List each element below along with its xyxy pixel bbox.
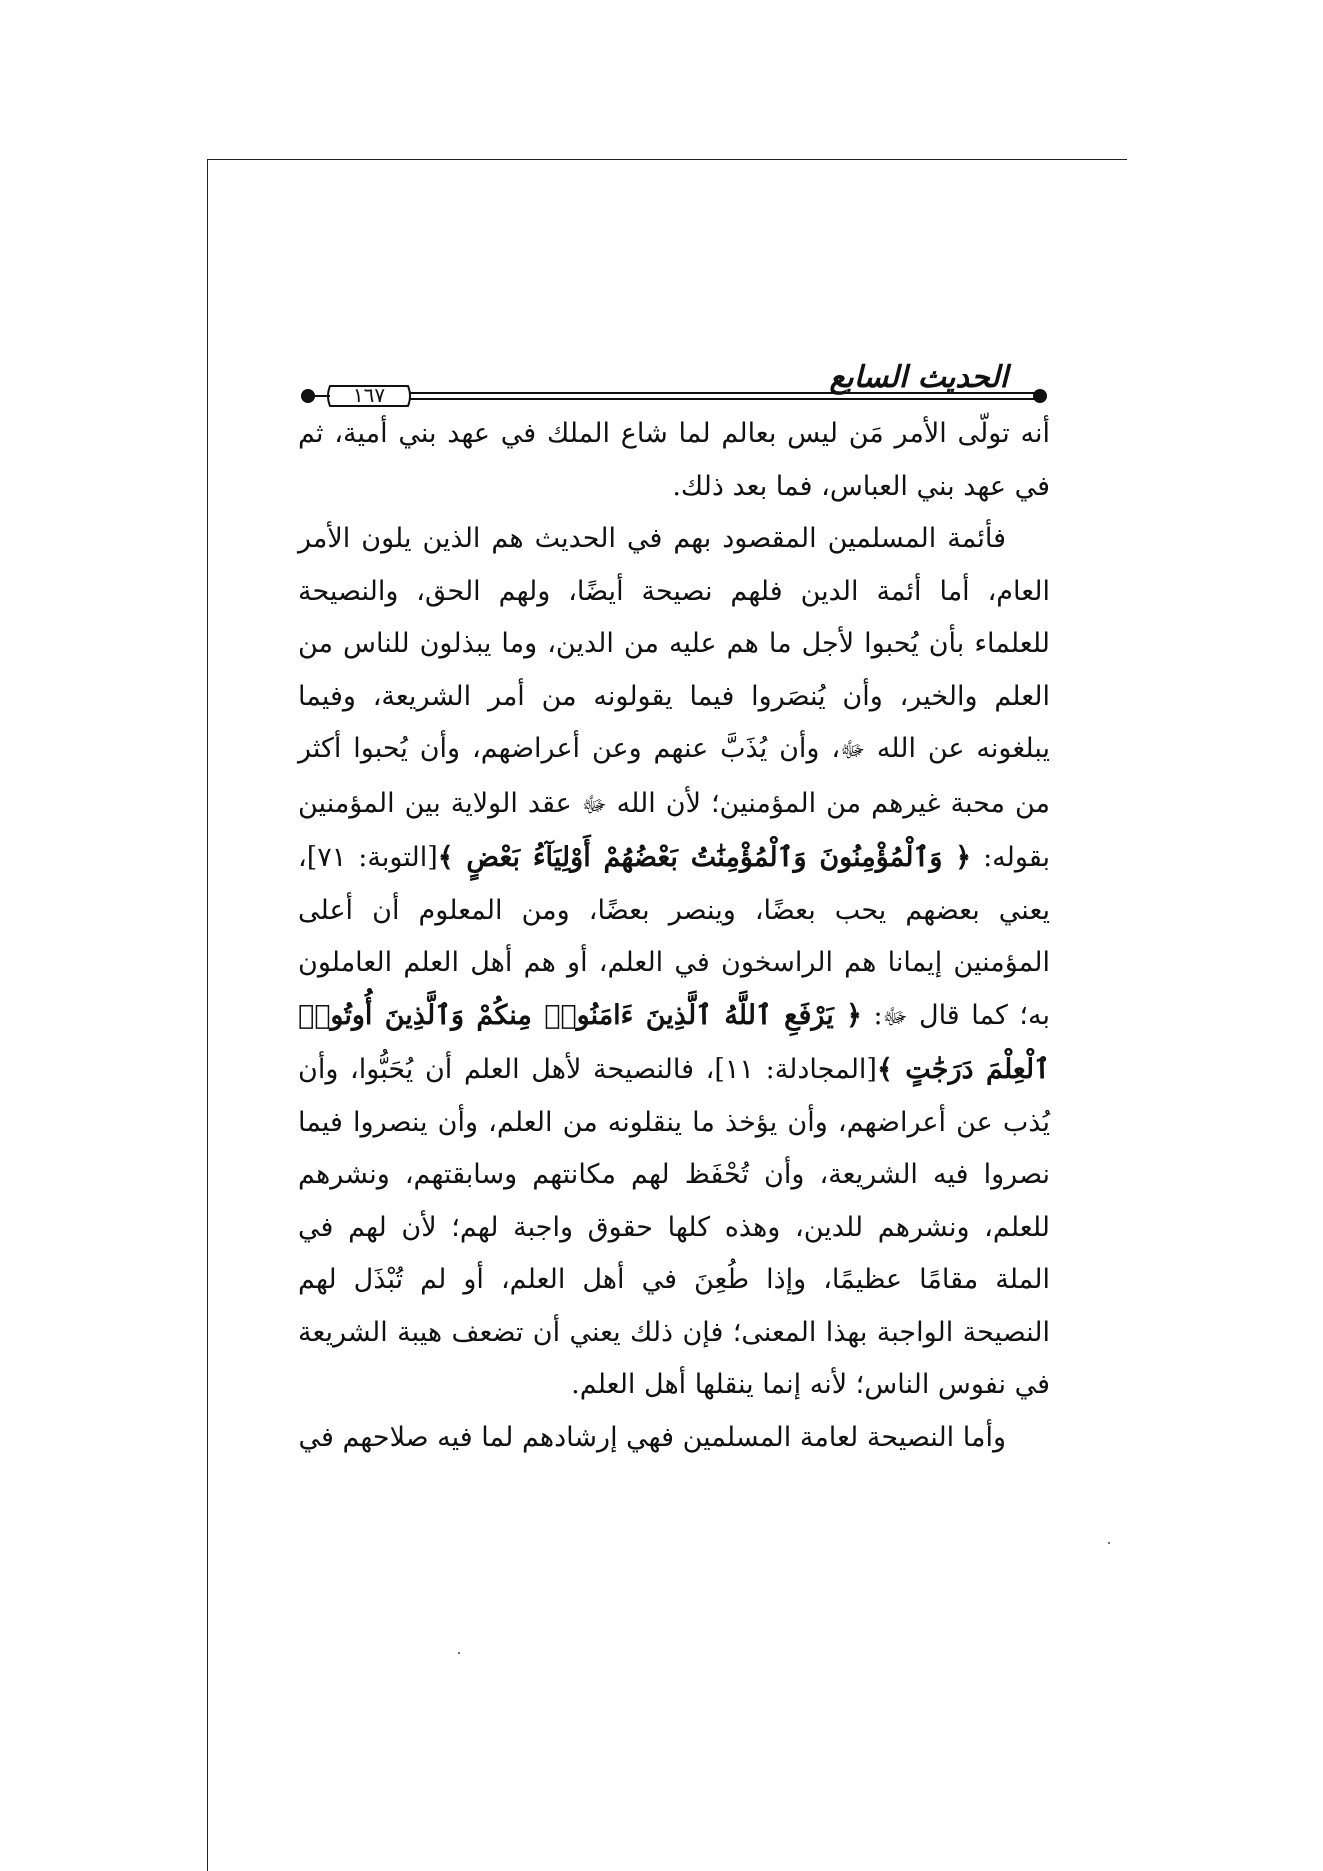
chapter-title: الحديث السابع — [829, 360, 1008, 395]
verse-reference: [المجادلة: ١١] — [714, 1054, 877, 1085]
paragraph-2 — [298, 513, 1050, 1412]
verse-reference: [التوبة: ٧١] — [306, 842, 438, 873]
quran-verse-mujadala: ﴿ يَرْفَعِ ٱللَّهُ ٱلَّذِينَ ءَامَنُوا۟ مِنكُمْ وَٱلَّذِينَ أُوتُوا۟ ٱلْعِلْمَ دَرَجَٰتٍ ﴾ — [298, 999, 1050, 1085]
paragraph-2-text-b: ، وأن يُذَبَّ عنهم وعن أعراضهم، وأن يُحبوا أكثر من محبة غيرهم من المؤمنين؛ لأن الله — [298, 733, 1050, 819]
paragraph-2-text-c: عقد الولاية بين المؤمنين بقوله: — [298, 787, 1050, 873]
paragraph-3 — [298, 1412, 1050, 1465]
scan-speck — [1108, 1542, 1110, 1544]
header-left-dot — [301, 389, 315, 403]
header-ornament — [300, 384, 1048, 408]
paragraph-2-text-a: فأئمة المسلمين المقصود بهم في الحديث هم الذين يلون الأمر العام، أما أئمة الدين فلهم نصيحة أيضًا، ولهم الحق، والنصيحة للعلماء بأن يُحبوا لأجل ما هم عليه من الدين، وما يبذلون للناس من العلم والخير، وأن يُنصَروا فيما يقولونه من أمر الشريعة، وفيما يبلغونه عن الله — [298, 523, 1050, 764]
honorific-glyph: ﷻ — [840, 738, 865, 763]
paragraph-2-text-e: : — [861, 999, 883, 1031]
honorific-glyph: ﷻ — [581, 792, 607, 818]
page-frame-left-border — [207, 159, 208, 1871]
paragraph-1-text: أنه تولّى الأمر مَن ليس بعالم لما شاع الملك في عهد بني أمية، ثم في عهد بني العباس، فما بعد ذلك. — [298, 418, 1050, 502]
scan-speck — [458, 1652, 460, 1654]
paragraph-3-text: وأما النصيحة لعامة المسلمين فهي إرشادهم لما فيه صلاحهم في — [298, 1421, 1006, 1453]
quran-verse-tawba: ﴿ وَٱلْمُؤْمِنُونَ وَٱلْمُؤْمِنَٰتُ بَعْضُهُمْ أَوْلِيَآءُ بَعْضٍ ﴾ — [437, 842, 972, 873]
page-number: ١٦٧ — [352, 383, 386, 407]
header-rule — [300, 384, 1048, 408]
paragraph-2-text-f: ، فالنصيحة لأهل العلم أن يُحَبُّوا، وأن يُذب عن أعراضهم، وأن يؤخذ ما ينقلونه من العلم، وأن ينصروا فيما نصروا فيه الشريعة، وأن تُحْفَظ لهم مكانتهم وسابقتهم، ونشرهم للعلم، ونشرهم للدين، وهذه كلها حقوق واجبة لهم؛ لأن لهم في الملة مقامًا عظيمًا، وإذا طُعِنَ في أهل العلم، أو لم تُبْذَل لهم النصيحة الواجبة بهذا المعنى؛ فإن ذلك يعني أن تضعف هيبة الشريعة في نفوس الناس؛ لأنه إنما ينقلها أهل العلم. — [298, 1054, 1050, 1400]
paragraph-1 — [298, 408, 1050, 513]
page-frame-top-border — [207, 159, 1127, 160]
paragraph-2-text-d: ، يعني بعضهم يحب بعضًا، وينصر بعضًا، ومن المعلوم أن أعلى المؤمنين إيمانا هم الراسخون في العلم، أو هم أهل العلم العاملون به؛ كما قال — [298, 842, 1050, 1031]
header-right-dot — [1033, 389, 1047, 403]
honorific-glyph: ﷻ — [882, 1004, 908, 1030]
body-text — [298, 408, 1050, 1464]
